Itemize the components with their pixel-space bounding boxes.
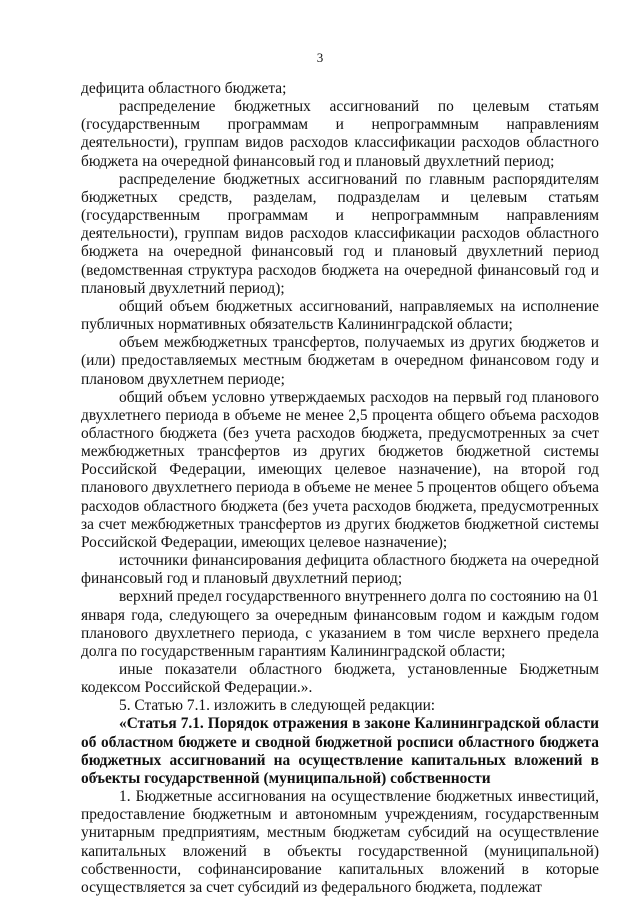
- paragraph: источники финансирования дефицита областного бюджета на очередной финансовый год и плановый двухлетний период;: [81, 552, 599, 588]
- page-number: 3: [316, 50, 324, 65]
- paragraph: 1. Бюджетные ассигнования на осуществление бюджетных инвестиций, предоставление бюджетным и автономным учреждениям, государственным унитарным предприятиям, местным бюджетам субсидий на осуществление капитальных вложений в объекты государственной (муниципальной) собственности, софинансирование капитальных вложений в которые осуществляется за счет субсидий из федерального бюджета, подлежат: [81, 788, 599, 896]
- paragraph: общий объем условно утверждаемых расходов на первый год планового двухлетнего периода в объеме не менее 2,5 процента общего объема расходов областного бюджета (без учета расходов бюджета, предусмотренных за счет межбюджетных трансфертов из других бюджетов бюджетной системы Российской Федерации, имеющих целевое назначение), на второй год планового двухлетнего периода в объеме не менее 5 процентов общего объема расходов областного бюджета (без учета расходов бюджета, предусмотренных за счет межбюджетных трансфертов из других бюджетов бюджетной системы Российской Федерации, имеющих целевое назначение);: [81, 388, 599, 551]
- paragraph: объем межбюджетных трансфертов, получаемых из других бюджетов и (или) предоставляемых местным бюджетам в очередном финансовом году и плановом двухлетнем периоде;: [81, 334, 599, 388]
- paragraph: распределение бюджетных ассигнований по целевым статьям (государственным программам и непрограммным направлениям деятельности), группам видов расходов классификации расходов областного бюджета на очередной финансовый год и плановый двухлетний период;: [81, 98, 599, 170]
- paragraph: верхний предел государственного внутреннего долга по состоянию на 01 января года, следующего за очередным финансовым годом и каждым годом планового двухлетнего периода, с указанием в том числе верхнего предела долга по государственным гарантиям Калининградской области;: [81, 588, 599, 660]
- paragraph: общий объем бюджетных ассигнований, направляемых на исполнение публичных нормативных обязательств Калининградской области;: [81, 297, 599, 334]
- paragraph: распределение бюджетных ассигнований по главным распорядителям бюджетных средств, разделам, подразделам и целевым статьям (государственным программам и непрограммным направлениям деятельности), группам видов расходов классификации расходов областного бюджета на очередной финансовый год и плановый двухлетний период (ведомственная структура расходов бюджета на очередной финансовый год и плановый двухлетний период);: [81, 170, 599, 297]
- body-text: [81, 80, 599, 897]
- amendment-instruction: 5. Статью 7.1. изложить в следующей редакции:: [119, 697, 436, 715]
- paragraph: иные показатели областного бюджета, установленные Бюджетным кодексом Российской Федерации.».: [81, 661, 599, 697]
- article-heading: «Статья 7.1. Порядок отражения в законе Калининградской области об областном бюджете и сводной бюджетной росписи областного бюджета бюджетных ассигнований на осуществление капитальных вложений в объекты государственной (муниципальной) собственности: [81, 715, 599, 787]
- paragraph: дефицита областного бюджета;: [81, 80, 287, 97]
